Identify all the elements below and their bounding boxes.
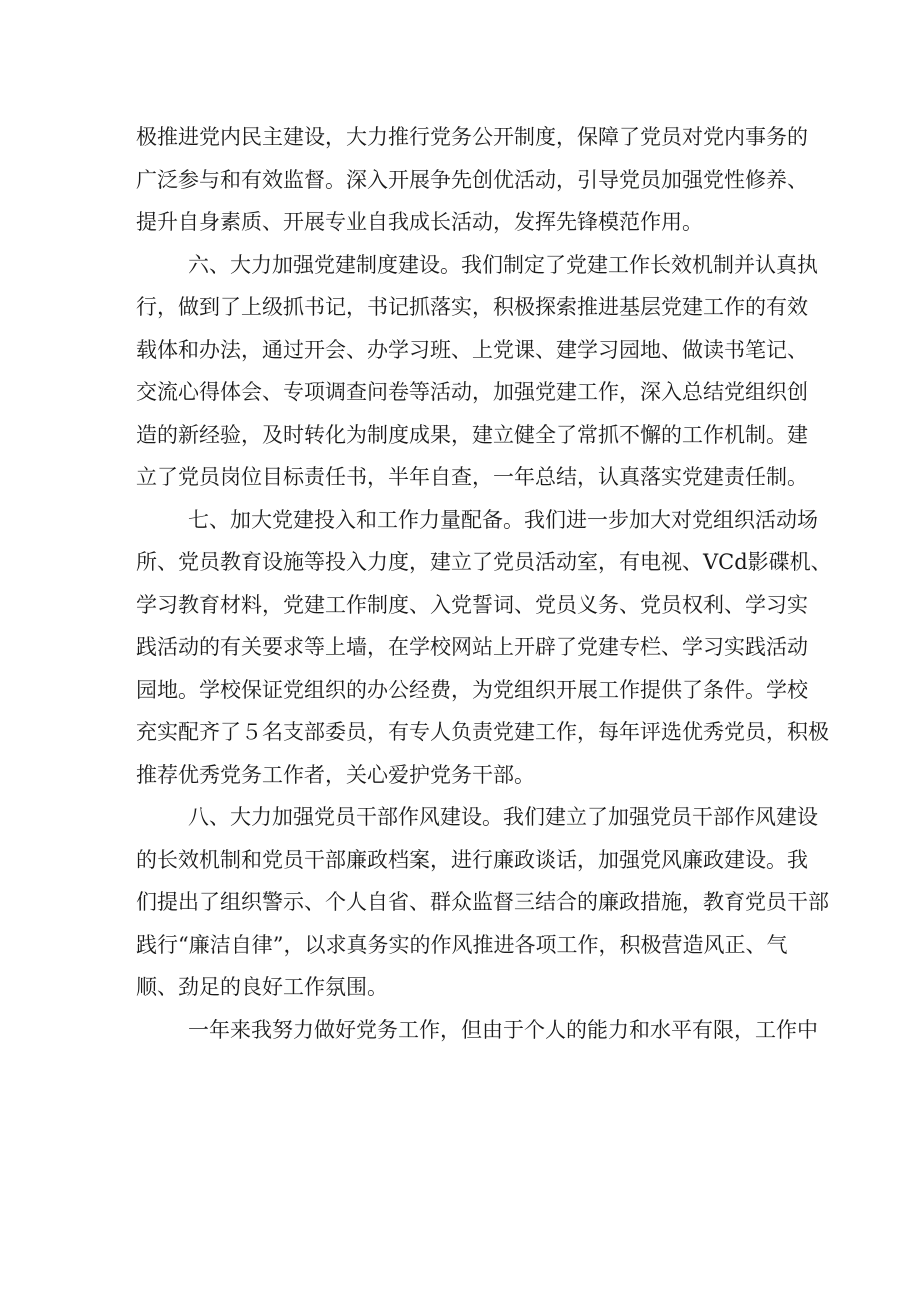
paragraph-system-building [136, 244, 818, 499]
paragraph-democracy [136, 116, 808, 244]
text-line: 七、加大党建投入和工作力量配备。我们进一步加大对党组织活动场 [188, 507, 818, 532]
text-line: 的长效机制和党员干部廉政档案，进行廉政谈话，加强党风廉政建设。我 [136, 847, 808, 872]
document-body [136, 116, 832, 1051]
text-line: 交流心得体会、专项调查问卷等活动，加强党建工作，深入总结党组织创 [136, 380, 808, 404]
text-line: 充实配齐了５名支部委员，有专人负责党建工作，每年评选优秀党员，积极 [136, 720, 829, 744]
text-line: 学习教育材料，党建工作制度、入党誓词、党员义务、党员权利、学习实 [136, 592, 808, 617]
text-line: 立了党员岗位目标责任书，半年自查，一年总结，认真落实党建责任制。 [136, 465, 808, 489]
paragraph-summary [136, 1009, 818, 1052]
text-line: 提升自身素质、开展专业自我成长活动，发挥先锋模范作用。 [136, 210, 703, 234]
text-line: 六、大力加强党建制度建设。我们制定了党建工作长效机制并认真执 [188, 252, 818, 277]
text-line: 载体和办法，通过开会、办学习班、上党课、建学习园地、做读书笔记、 [136, 337, 808, 362]
text-line: 八、大力加强党员干部作风建设。我们建立了加强党员干部作风建设 [188, 805, 818, 829]
text-line: 造的新经验，及时转化为制度成果，建立健全了常抓不懈的工作机制。建 [136, 422, 808, 447]
text-line: 践活动的有关要求等上墙，在学校网站上开辟了党建专栏、学习实践活动 [136, 635, 808, 659]
text-line: 一年来我努力做好党务工作，但由于个人的能力和水平有限，工作中 [188, 1017, 818, 1042]
text-line: 践行“廉洁自律”，以求真务实的作风推进各项工作，积极营造风正、气 [136, 932, 788, 957]
text-line: 极推进党内民主建设，大力推行党务公开制度，保障了党员对党内事务的 [136, 125, 808, 149]
text-line: 顺、劲足的良好工作氛围。 [136, 975, 388, 999]
text-line: 所、党员教育设施等投入力度，建立了党员活动室，有电视、VCd影碟机、 [136, 550, 832, 574]
text-line: 广泛参与和有效监督。深入开展争先创优活动，引导党员加强党性修养、 [136, 167, 808, 192]
text-line: 园地。学校保证党组织的办公经费，为党组织开展工作提供了条件。学校 [136, 677, 808, 702]
paragraph-investment [136, 499, 832, 797]
text-line: 行，做到了上级抓书记，书记抓落实，积极探索推进基层党建工作的有效 [136, 295, 808, 319]
text-line: 们提出了组织警示、个人自省、群众监督三结合的廉政措施，教育党员干部 [136, 890, 829, 914]
paragraph-work-style [136, 796, 829, 1009]
text-line: 推荐优秀党务工作者，关心爱护党务干部。 [136, 762, 535, 787]
